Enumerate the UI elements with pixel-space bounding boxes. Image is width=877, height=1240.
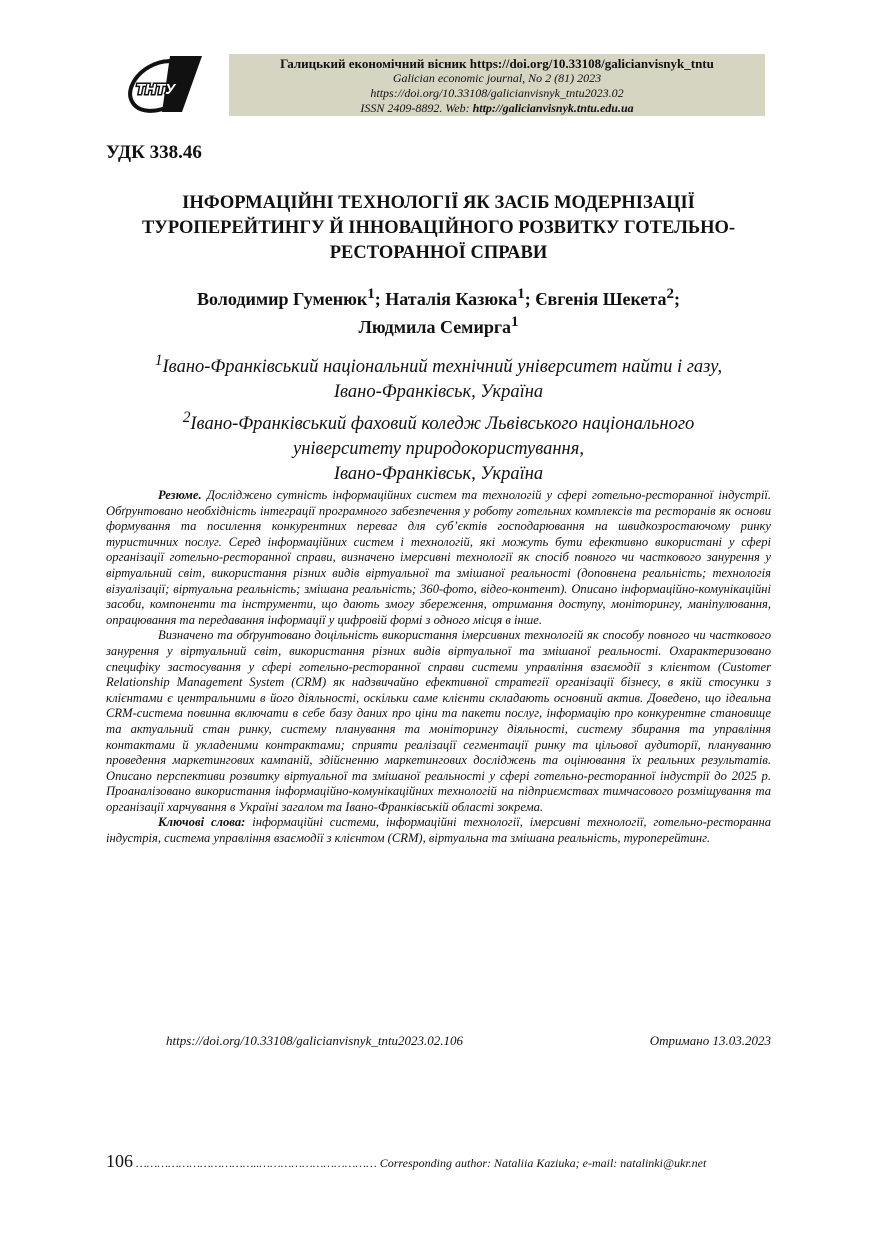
author-name: Людмила Семирга xyxy=(358,317,511,337)
author-affil-sup: 1 xyxy=(517,286,525,302)
keywords-paragraph xyxy=(106,815,771,846)
affiliation-text: Івано-Франківськ, Україна xyxy=(333,382,544,403)
page-number: 106 xyxy=(106,1151,133,1171)
affiliation-text: університету природокористування, xyxy=(293,439,584,460)
title-line: ІНФОРМАЦІЙНІ ТЕХНОЛОГІЇ ЯК ЗАСІБ МОДЕРНІЗАЦІЇ xyxy=(182,193,695,213)
page-footer xyxy=(106,1151,771,1172)
affiliations xyxy=(90,348,787,487)
author-affil-sup: 2 xyxy=(666,286,674,302)
author-separator: ; xyxy=(524,289,536,309)
journal-header xyxy=(229,54,765,116)
affil-sup: 1 xyxy=(154,352,163,369)
article-title xyxy=(90,191,787,266)
abstract-label: Резюме. xyxy=(158,488,202,502)
logo-text: ТНТУ xyxy=(136,81,176,98)
received-date: Отримано 13.03.2023 xyxy=(649,1033,771,1048)
keywords-text: інформаційні системи, інформаційні технології, імерсивні технології, готельно-ресторанна індустрія, система управління взаємодії з клієнтом (CRM), віртуальна та змішана реальність, туроперейтинг. xyxy=(106,815,771,846)
issn-text: ISSN 2409-8892. Web: xyxy=(360,101,473,115)
abstract-paragraph xyxy=(106,488,771,628)
author-list xyxy=(90,283,787,339)
journal-website-link[interactable]: http://galicianvisnyk.tntu.edu.ua xyxy=(472,101,634,115)
journal-logo xyxy=(122,50,206,120)
author-separator: ; xyxy=(673,289,680,309)
keywords-label: Ключові слова: xyxy=(158,815,246,830)
affiliation-text: Івано-Франківськ, Україна xyxy=(333,464,544,485)
affil-sup: 2 xyxy=(182,409,191,427)
article-doi-link[interactable]: https://doi.org/10.33108/galicianvisnyk_tntu2023.02.106 xyxy=(166,1033,464,1048)
abstract xyxy=(106,488,771,847)
journal-header-doi: https://doi.org/10.33108/galicianvisnyk_tntu2023.02 xyxy=(370,86,624,100)
journal-header-subtitle: Galician economic journal, No 2 (81) 2023 xyxy=(392,71,602,85)
title-line: РЕСТОРАННОЇ СПРАВИ xyxy=(329,243,548,263)
journal-header-issn xyxy=(229,101,765,116)
author-separator: ; xyxy=(374,289,386,309)
abstract-text: Досліджено сутність інформаційних систем та технологій у сфері готельно-ресторанної індустрії. Обґрунтовано необхідність інтеграції програмного забезпечення у роботу готельних комплексів та ресторанів як основи формування та посилення конкурентних переваг для суб’єктів господарювання на швидкозростаючому ринку туристичних послуг. Серед інформаційних систем і технологій, які можуть бути ефективно використані у сфері організації готельно-ресторанної справи, визначено імерсивні технології як спосіб повного чи часткового занурення у віртуальний світ, використання різних видів віртуальної та змішаної реальності (доповнена реальність; технологія візуалізації; віртуальна реальність; змішана реальність; 360-фото, відео-контент). Описано інформаційно-комунікаційні засоби, компоненти та інструменти, що дають змогу збереження, отримання доступу, моніторингу, маніпулювання, опрацювання та передавання інформації у цифровій формі з одного місця в інше. xyxy=(106,488,771,627)
udk-code: УДК 338.46 xyxy=(106,142,202,163)
author-name: Володимир Гуменюк xyxy=(197,289,368,309)
author-affil-sup: 1 xyxy=(367,286,375,302)
corresponding-author: Corresponding author: Nataliia Kaziuka; e-mail: natalinki@ukr.net xyxy=(379,1156,707,1170)
journal-header-title: Галицький економічний вісник https://doi.org/10.33108/galicianvisnyk_tntu xyxy=(280,56,714,71)
abstract-paragraph: Визначено та обґрунтовано доцільність використання імерсивних технологій як способу повного чи часткового занурення у віртуальний світ, використання різних видів віртуальної та змішаної реальності. Охарактеризовано специфіку застосування у сфері готельно-ресторанної справи системи управління взаємодії з клієнтом (Customer Relationship Management System (CRM) як надзвичайно ефективної стратегії організації бізнесу, в якій стосунки з клієнтами є центральними в його діяльності, оскільки саме клієнти складають основний актив. Доведено, що ідеальна CRM-система повинна включати в себе базу даних про ціни та пакети послуг, інформацію про конкурентне становище та актуальний стан ринку, систему планування та моніторингу діяльності, систему збирання та управління контактами й укладеними контрактами; сприяти реалізації сегментації ринку та цільової аудиторії, плануванню проведення маркетингових кампаній, здійсненню маркетингових досліджень та оцінювання їх реальних результатів. Описано перспективи розвитку віртуальної та змішаної реальності у сфері готельно-ресторанної індустрії до 2025 р. Проаналізовано використання інформаційно-комунікаційних технологій на підприємствах тимчасового розміщування та організації харчування в Україні загалом та Івано-Франківській області зокрема. xyxy=(106,628,771,814)
affiliation-text: Івано-Франківський фаховий коледж Львівського національного xyxy=(190,414,695,435)
author-affil-sup: 1 xyxy=(511,314,519,330)
title-line: ТУРОПЕРЕЙТИНГУ Й ІННОВАЦІЙНОГО РОЗВИТКУ ГОТЕЛЬНО- xyxy=(141,218,736,238)
footer-dots: ……………………………..…………………………… xyxy=(133,1156,380,1170)
affiliation-text: Івано-Франківський національний технічний університет найти і газу, xyxy=(162,357,723,378)
author-name: Наталія Казюка xyxy=(385,289,518,309)
author-name: Євгенія Шекета xyxy=(535,289,667,309)
